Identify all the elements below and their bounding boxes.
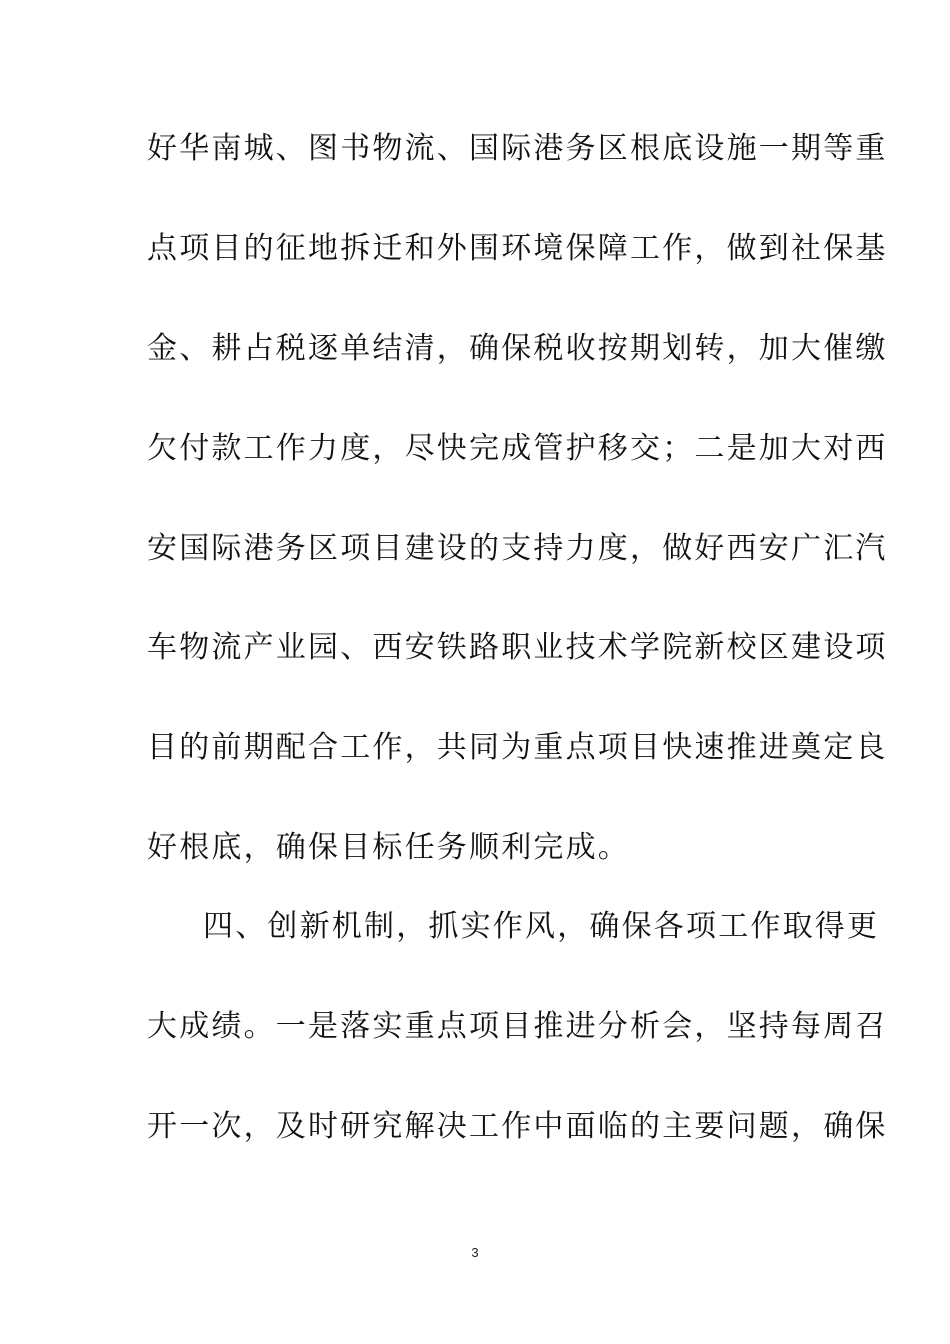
text-line-3: 金、耕占税逐单结清，确保税收按期划转，加大催缴 [147,331,888,366]
text-line-6: 车物流产业园、西安铁路职业技术学院新校区建设项 [147,630,888,665]
text-line-10: 大成绩。一是落实重点项目推进分析会，坚持每周召 [147,1009,888,1044]
section-heading-line: 四、创新机制，抓实作风，确保各项工作取得更 [203,909,880,944]
text-line-4: 欠付款工作力度，尽快完成管护移交；二是加大对西 [147,431,888,466]
text-line-5: 安国际港务区项目建设的支持力度，做好西安广汇汽 [147,531,888,566]
text-line-11: 开一次，及时研究解决工作中面临的主要问题，确保 [147,1109,888,1144]
text-line-2: 点项目的征地拆迁和外围环境保障工作，做到社保基 [147,231,888,266]
text-line-7: 目的前期配合工作，共同为重点项目快速推进奠定良 [147,730,888,765]
text-line-8: 好根底，确保目标任务顺利完成。 [147,830,630,865]
text-line-1: 好华南城、图书物流、国际港务区根底设施一期等重 [147,131,888,166]
page-number: 3 [471,1245,479,1260]
